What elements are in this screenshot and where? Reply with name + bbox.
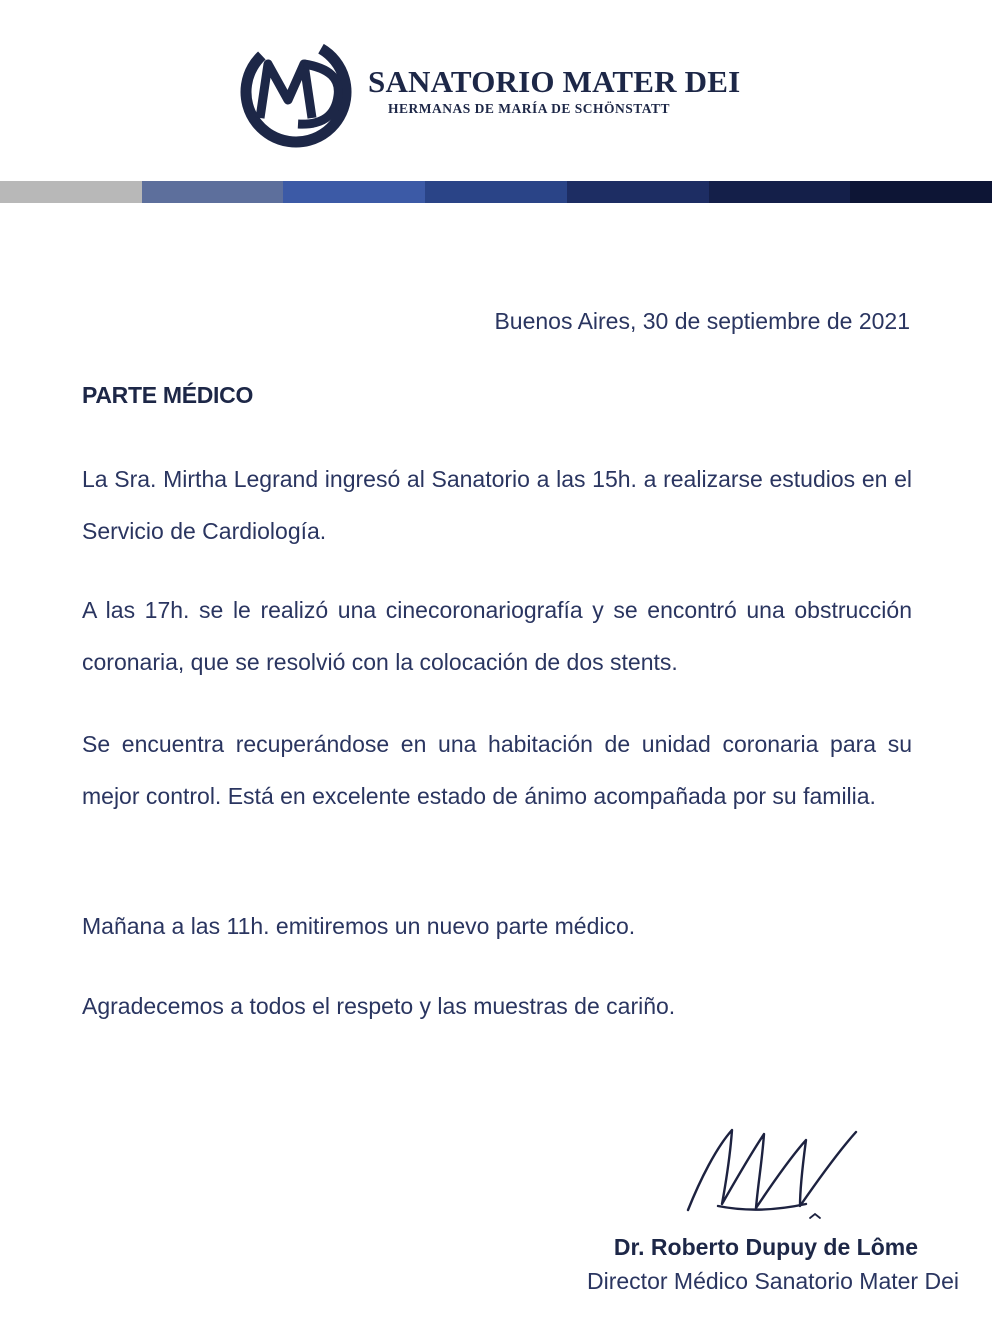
handwritten-signature [678, 1118, 868, 1226]
stripe-segment [0, 181, 142, 203]
signatory-role: Director Médico Sanatorio Mater Dei [587, 1268, 959, 1294]
stripe-segment [283, 181, 425, 203]
signatory-name: Dr. Roberto Dupuy de Lôme [613, 1234, 918, 1260]
paragraph-thanks: Agradecemos a todos el respeto y las muestras de cariño. [82, 993, 676, 1019]
letter-date: Buenos Aires, 30 de septiembre de 2021 [494, 308, 910, 334]
brand-subtitle: HERMANAS DE MARÍA DE SCHÖNSTATT [388, 101, 671, 116]
paragraph-admission: La Sra. Mirtha Legrand ingresó al Sanatorio a las 15h. a realizarse estudios en el Servicio de Cardiología. [82, 466, 912, 544]
paragraph-procedure: A las 17h. se le realizó una cinecoronariografía y se encontró una obstrucción coronaria, que se resolvió con la colocación de dos stents. [82, 597, 912, 675]
stripe-segment [850, 181, 992, 203]
stripe-segment [425, 181, 567, 203]
paragraph-recovery: Se encuentra recuperándose en una habitación de unidad coronaria para su mejor control. Está en excelente estado de ánimo acompañada por su familia. [82, 731, 912, 809]
stripe-segment [709, 181, 851, 203]
brand-name: SANATORIO MATER DEI [368, 64, 741, 99]
stripe-segment [142, 181, 284, 203]
header-stripe [0, 181, 992, 203]
letterhead [0, 0, 992, 180]
stripe-segment [567, 181, 709, 203]
md-monogram-icon [238, 34, 354, 150]
paragraph-next-report: Mañana a las 11h. emitiremos un nuevo parte médico. [82, 913, 636, 939]
letter-title: PARTE MÉDICO [82, 382, 254, 408]
